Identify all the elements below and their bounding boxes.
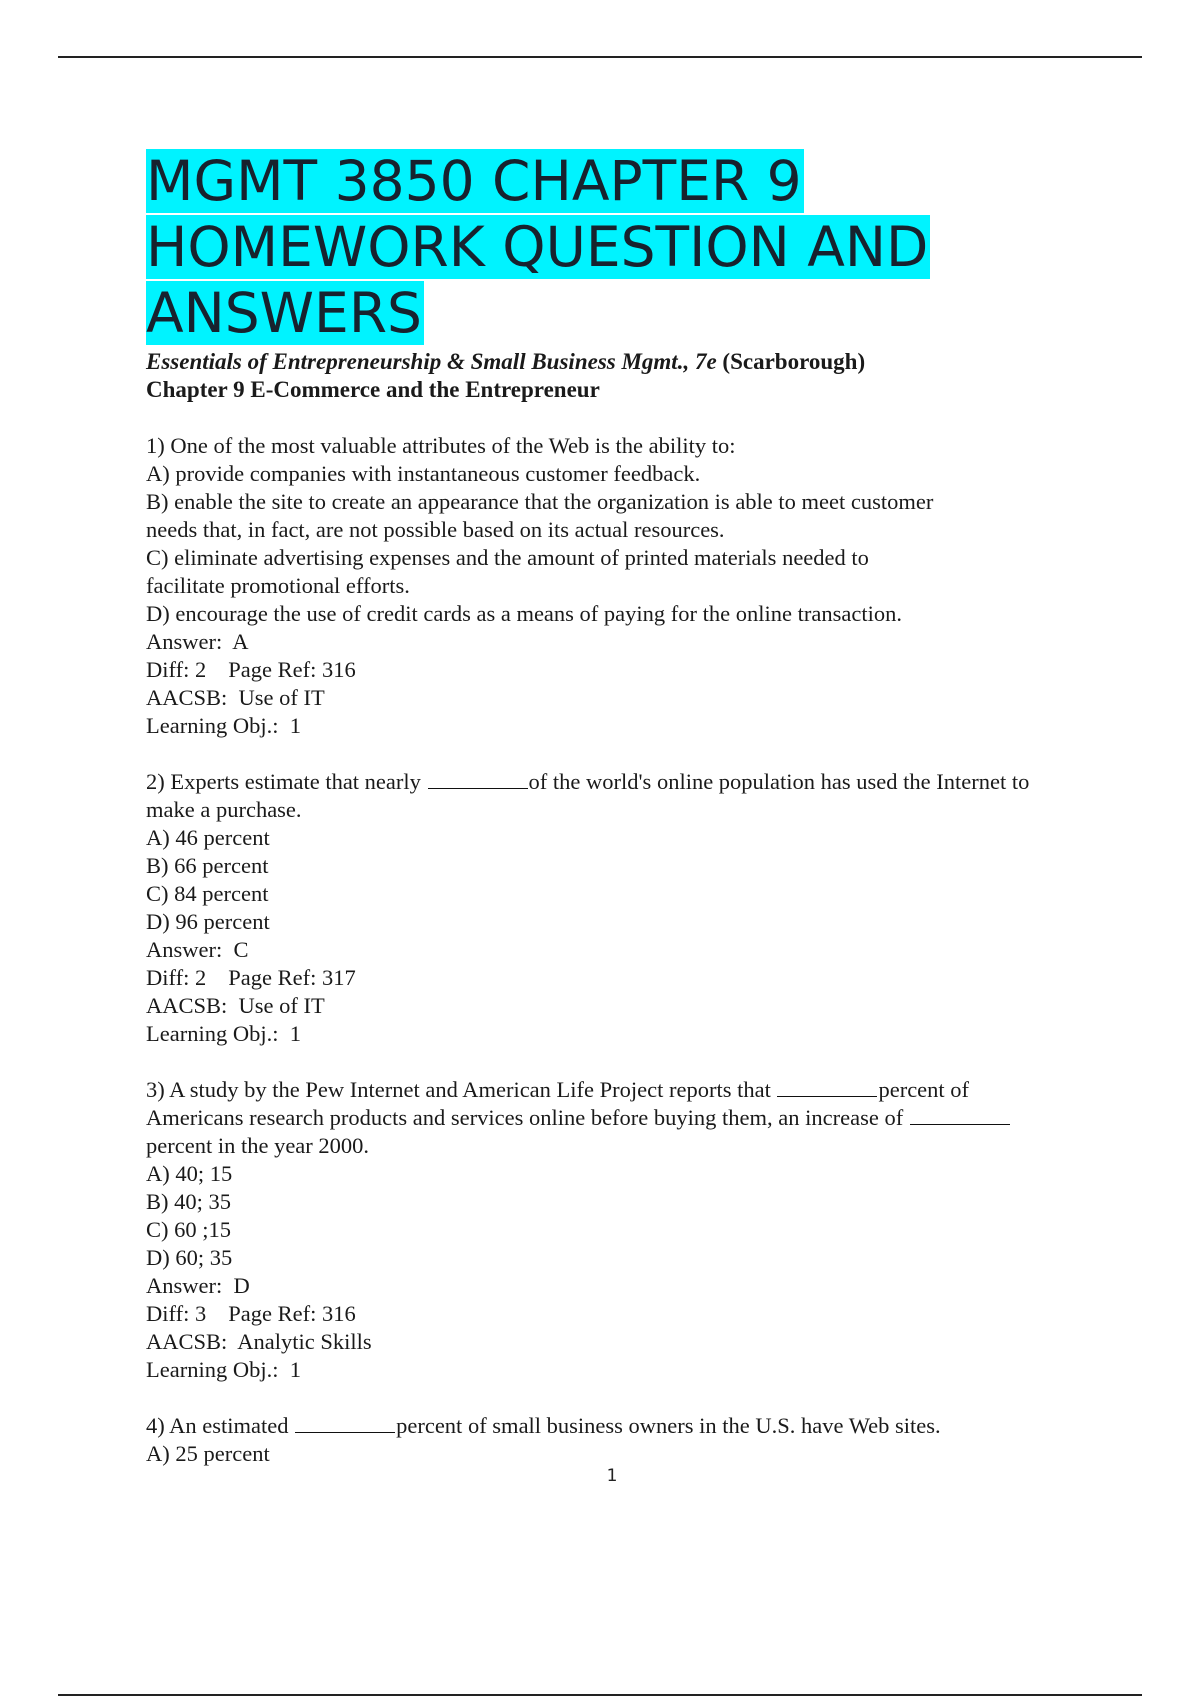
stem-part: percent of small business owners in the U.S. have Web sites. [396,1413,941,1438]
book-author: (Scarborough) [716,349,866,374]
option-a: A) 25 percent [146,1441,270,1466]
question-stem-continued [146,1104,1106,1132]
book-citation [146,348,1106,376]
option-a: A) provide companies with instantaneous customer feedback. [146,461,701,486]
title-line-2: HOMEWORK QUESTION AND [146,215,929,279]
option-c: C) eliminate advertising expenses and the amount of printed materials needed to [146,545,869,570]
chapter-heading: Chapter 9 E-Commerce and the Entrepreneur [146,377,600,402]
option-d: D) 60; 35 [146,1245,233,1270]
page-ref: Page Ref: 317 [228,965,356,990]
difficulty-page-ref [146,1300,1106,1328]
option-c: C) 60 ;15 [146,1217,232,1242]
title-line-3: ANSWERS [146,281,422,345]
title-line-1: MGMT 3850 CHAPTER 9 [146,149,802,213]
option-c-continued: facilitate promotional efforts. [146,573,410,598]
fill-in-blank [295,1414,395,1433]
stem-part: 3) A study by the Pew Internet and American Life Project reports that [146,1077,777,1102]
question-stem [146,1076,1106,1104]
difficulty-page-ref [146,656,1106,684]
answer: Answer: A [146,629,249,654]
option-a: A) 40; 15 [146,1161,233,1186]
page-ref: Page Ref: 316 [228,1301,356,1326]
option-b-continued: needs that, in fact, are not possible based on its actual resources. [146,517,725,542]
option-b: B) 66 percent [146,853,269,878]
question-2 [146,768,1106,1048]
book-title: Essentials of Entrepreneurship & Small Business Mgmt., 7e [146,349,717,374]
answer: Answer: C [146,937,249,962]
stem-part: of the world's online population has used the Internet to [528,769,1030,794]
question-stem [146,768,1106,796]
page-number: 1 [606,1466,618,1486]
question-3 [146,1076,1106,1384]
stem-part: 2) Experts estimate that nearly [146,769,427,794]
fill-in-blank [777,1078,877,1097]
option-d: D) 96 percent [146,909,270,934]
aacsb: AACSB: Analytic Skills [146,1329,372,1354]
learning-objective: Learning Obj.: 1 [146,1021,301,1046]
page-ref: Page Ref: 316 [228,657,356,682]
fill-in-blank [910,1106,1010,1125]
stem-part: 4) An estimated [146,1413,295,1438]
difficulty: Diff: 2 [146,657,207,682]
document-title [146,148,1106,346]
question-stem: 1) One of the most valuable attributes of the Web is the ability to: [146,433,736,458]
fill-in-blank [428,770,528,789]
stem-part: percent of [878,1077,970,1102]
bottom-rule [58,1694,1142,1696]
question-4 [146,1412,1106,1468]
question-stem-continued: percent in the year 2000. [146,1133,370,1158]
learning-objective: Learning Obj.: 1 [146,1357,301,1382]
question-stem-continued: make a purchase. [146,797,302,822]
learning-objective: Learning Obj.: 1 [146,713,301,738]
option-d: D) encourage the use of credit cards as a means of paying for the online transaction. [146,601,902,626]
option-b: B) enable the site to create an appearance that the organization is able to meet customer [146,489,934,514]
option-a: A) 46 percent [146,825,270,850]
difficulty-page-ref [146,964,1106,992]
top-rule [58,56,1142,58]
difficulty: Diff: 3 [146,1301,207,1326]
question-stem [146,1412,1106,1440]
answer: Answer: D [146,1273,250,1298]
aacsb: AACSB: Use of IT [146,993,325,1018]
page-content [146,148,1106,1468]
stem-part: Americans research products and services online before buying them, an increase of [146,1105,909,1130]
aacsb: AACSB: Use of IT [146,685,325,710]
difficulty: Diff: 2 [146,965,207,990]
option-c: C) 84 percent [146,881,269,906]
option-b: B) 40; 35 [146,1189,232,1214]
question-1 [146,432,1106,740]
